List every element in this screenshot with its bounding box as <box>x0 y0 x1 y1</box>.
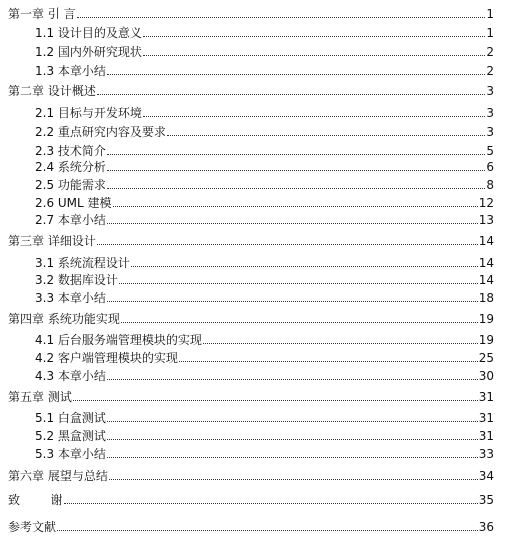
toc-entry-label: 第二章 设计概述 <box>8 84 96 98</box>
toc-entry-label: 参考文献 <box>8 520 57 534</box>
toc-entry-page: 3 <box>486 84 494 98</box>
dot-leader <box>107 420 478 422</box>
toc-entry-page: 14 <box>478 273 494 287</box>
toc-entry-label: 5.1 白盒测试 <box>35 411 106 425</box>
toc-entry-section-4-3[interactable] <box>35 367 494 383</box>
toc-entry-label: 1.2 国内外研究现状 <box>35 45 142 59</box>
dot-leader <box>167 134 485 136</box>
toc-entry-page: 18 <box>478 291 494 305</box>
toc-entry-acknowledgements[interactable] <box>8 491 494 507</box>
toc-entry-label: 3.1 系统流程设计 <box>35 256 130 270</box>
dot-leader <box>143 35 485 37</box>
toc-entry-chapter-1[interactable] <box>8 5 494 21</box>
toc-entry-page: 5 <box>486 144 494 158</box>
toc-entry-label: 3.3 本章小结 <box>35 291 106 305</box>
dot-leader <box>113 205 478 207</box>
toc-entry-page: 3 <box>486 106 494 120</box>
dot-leader <box>179 360 478 362</box>
toc-entry-page: 36 <box>478 520 494 534</box>
toc-entry-section-4-2[interactable] <box>35 349 494 365</box>
toc-entry-page: 1 <box>486 26 494 40</box>
toc-entry-label: 2.3 技术简介 <box>35 144 106 158</box>
dot-leader <box>107 222 478 224</box>
toc-entry-label: 2.5 功能需求 <box>35 178 106 192</box>
toc-entry-page: 14 <box>478 256 494 270</box>
toc-entry-label: 5.3 本章小结 <box>35 447 106 461</box>
toc-entry-label: 1.3 本章小结 <box>35 64 106 78</box>
toc-entry-page: 19 <box>478 312 494 326</box>
toc-entry-page: 31 <box>478 390 494 404</box>
toc-entry-section-2-6[interactable] <box>35 194 494 210</box>
toc-entry-label: 第四章 系统功能实现 <box>8 312 120 326</box>
toc-entry-page: 12 <box>478 196 494 210</box>
dot-leader <box>107 300 478 302</box>
toc-entry-page: 33 <box>478 447 494 461</box>
toc-entry-chapter-5[interactable] <box>8 388 494 404</box>
toc-entry-page: 30 <box>478 369 494 383</box>
toc-entry-label: 第六章 展望与总结 <box>8 469 108 483</box>
toc-entry-label: 致 谢 <box>8 493 63 507</box>
dot-leader <box>107 378 478 380</box>
toc-entry-label: 第一章 引 言 <box>8 7 76 21</box>
dot-leader <box>121 321 478 323</box>
toc-entry-section-1-1[interactable] <box>35 24 494 40</box>
toc-entry-label: 4.3 本章小结 <box>35 369 106 383</box>
dot-leader <box>119 282 478 284</box>
toc-entry-section-2-7[interactable] <box>35 211 494 227</box>
toc-entry-section-1-3[interactable] <box>35 62 494 78</box>
dot-leader <box>107 456 478 458</box>
toc-entry-label: 第三章 详细设计 <box>8 234 96 248</box>
toc-entry-label: 2.2 重点研究内容及要求 <box>35 125 166 139</box>
toc-entry-section-5-2[interactable] <box>35 427 494 443</box>
dot-leader <box>107 438 478 440</box>
toc-entry-page: 31 <box>478 429 494 443</box>
toc-entry-label: 2.6 UML 建模 <box>35 196 112 210</box>
toc-entry-section-2-4[interactable] <box>35 158 494 174</box>
toc-entry-chapter-6[interactable] <box>8 467 494 483</box>
toc-entry-label: 1.1 设计目的及意义 <box>35 26 142 40</box>
toc-entry-page: 2 <box>486 45 494 59</box>
toc-entry-section-2-3[interactable] <box>35 142 494 158</box>
toc-entry-page: 34 <box>478 469 494 483</box>
dot-leader <box>97 243 478 245</box>
toc-entry-chapter-4[interactable] <box>8 310 494 326</box>
toc-entry-page: 35 <box>478 493 494 507</box>
dot-leader <box>131 265 478 267</box>
toc-entry-section-1-2[interactable] <box>35 43 494 59</box>
dot-leader <box>107 169 485 171</box>
toc-entry-label: 5.2 黑盒测试 <box>35 429 106 443</box>
toc-entry-page: 19 <box>478 333 494 347</box>
dot-leader <box>107 187 485 189</box>
dot-leader <box>73 399 478 401</box>
toc-entry-section-4-1[interactable] <box>35 331 494 347</box>
toc-entry-section-2-5[interactable] <box>35 176 494 192</box>
dot-leader <box>97 93 485 95</box>
dot-leader <box>143 115 485 117</box>
toc-entry-references[interactable] <box>8 518 494 534</box>
toc-entry-page: 8 <box>486 178 494 192</box>
toc-entry-page: 6 <box>486 160 494 174</box>
toc-entry-section-3-2[interactable] <box>35 271 494 287</box>
toc-entry-label: 2.1 目标与开发环境 <box>35 106 142 120</box>
dot-leader <box>109 478 478 480</box>
toc-entry-label: 2.7 本章小结 <box>35 213 106 227</box>
toc-entry-section-3-3[interactable] <box>35 289 494 305</box>
toc-entry-page: 2 <box>486 64 494 78</box>
toc-entry-page: 3 <box>486 125 494 139</box>
toc-entry-section-2-1[interactable] <box>35 104 494 120</box>
toc-entry-label: 3.2 数据库设计 <box>35 273 118 287</box>
toc-entry-section-5-3[interactable] <box>35 445 494 461</box>
toc-entry-page: 31 <box>478 411 494 425</box>
dot-leader <box>203 342 478 344</box>
toc-entry-section-3-1[interactable] <box>35 254 494 270</box>
toc-entry-page: 1 <box>486 7 494 21</box>
toc-entry-section-2-2[interactable] <box>35 123 494 139</box>
dot-leader <box>77 16 485 18</box>
toc-entry-page: 25 <box>478 351 494 365</box>
toc-entry-section-5-1[interactable] <box>35 409 494 425</box>
toc-entry-label: 2.4 系统分析 <box>35 160 106 174</box>
dot-leader <box>107 153 485 155</box>
toc-entry-page: 13 <box>478 213 494 227</box>
toc-entry-chapter-3[interactable] <box>8 232 494 248</box>
toc-entry-label: 第五章 测试 <box>8 390 72 404</box>
dot-leader <box>107 73 485 75</box>
toc-entry-chapter-2[interactable] <box>8 82 494 98</box>
dot-leader <box>143 54 485 56</box>
toc-entry-page: 14 <box>478 234 494 248</box>
dot-leader <box>64 502 478 504</box>
toc-entry-label: 4.1 后台服务端管理模块的实现 <box>35 333 202 347</box>
toc-entry-label: 4.2 客户端管理模块的实现 <box>35 351 178 365</box>
dot-leader <box>57 529 478 531</box>
